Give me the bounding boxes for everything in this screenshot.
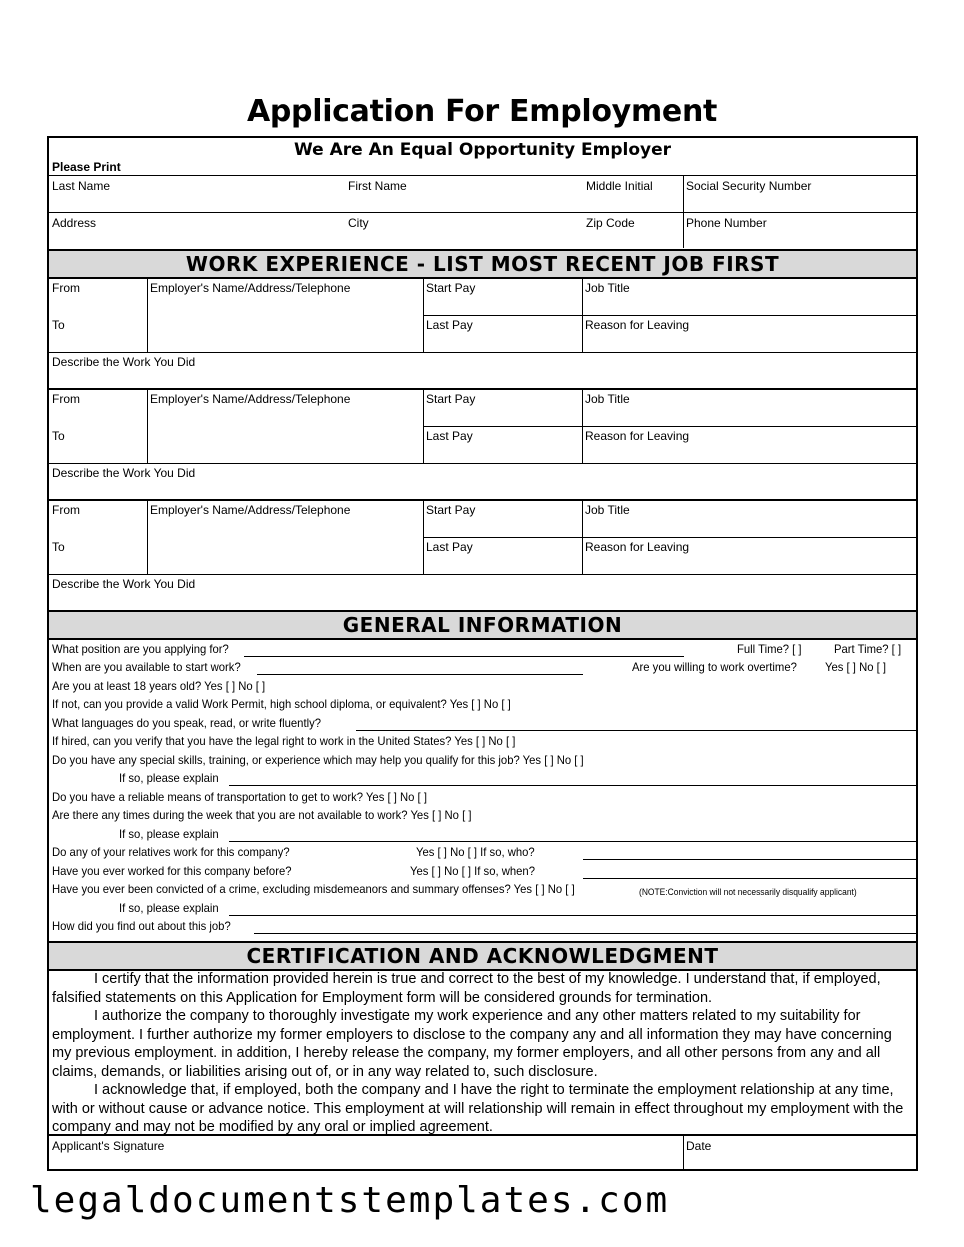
worked-before-input[interactable] [583,878,916,879]
reason-for-leaving-field[interactable]: Reason for Leaving [585,318,690,332]
general-information-header: GENERAL INFORMATION [49,610,916,640]
availability-question[interactable]: Are there any times during the week that you are not available to work? Yes [ ] No [ ] [52,808,472,822]
legal-right-question[interactable]: If hired, can you verify that you have the legal right to work in the United States? Yes [ ] No [ ] [52,734,516,748]
to-field[interactable]: To [52,540,65,554]
relatives-input[interactable] [583,859,916,860]
divider [423,426,916,427]
relatives-checkboxes[interactable]: Yes [ ] No [ ] If so, who? [416,845,535,859]
conviction-note: (NOTE:Conviction will not necessarily disqualify applicant) [639,887,857,897]
page-title: Application For Employment [246,94,718,129]
phone-number-field[interactable]: Phone Number [686,216,767,230]
describe-work-field[interactable]: Describe the Work You Did [52,466,196,480]
watermark-footer: legaldocumentstemplates.com [30,1180,670,1221]
equal-opportunity-heading: We Are An Equal Opportunity Employer [294,140,671,160]
to-field[interactable]: To [52,318,65,332]
please-print-label: Please Print [52,160,121,174]
last-pay-field[interactable]: Last Pay [426,318,473,332]
certification-paragraph-3: I acknowledge that, if employed, both the company and I have the right to terminate the employment relationship at any time, with or without cause or advance notice. This employment at will relationship will remain in effect throughout my employment with the company and may not be modified by any oral or implied agreement. [52,1082,904,1135]
address-field[interactable]: Address [52,216,97,230]
employer-field[interactable]: Employer's Name/Address/Telephone [150,281,351,295]
job-entry-1 [49,279,916,390]
divider [423,537,916,538]
employer-field[interactable]: Employer's Name/Address/Telephone [150,392,351,406]
overtime-question: Are you willing to work overtime? [632,660,797,674]
start-pay-field[interactable]: Start Pay [426,281,476,295]
start-pay-field[interactable]: Start Pay [426,392,476,406]
divider [49,1134,916,1136]
last-name-field[interactable]: Last Name [52,179,111,193]
describe-work-field[interactable]: Describe the Work You Did [52,577,196,591]
start-pay-field[interactable]: Start Pay [426,503,476,517]
reason-for-leaving-field[interactable]: Reason for Leaving [585,429,690,443]
middle-initial-field[interactable]: Middle Initial [586,179,653,193]
certification-paragraph-1: I certify that the information provided herein is true and correct to the best of my knowledge. I understand that, if employed, falsified statements on this Application for Employment form will be considered grounds for termination. [52,971,881,1006]
age-question[interactable]: Are you at least 18 years old? Yes [ ] No [ ] [52,679,266,693]
skills-explain-input[interactable] [229,785,916,786]
full-time-checkbox[interactable]: Full Time? [ ] [737,642,802,656]
position-input[interactable] [244,656,684,657]
job-entry-2 [49,390,916,501]
divider [49,175,916,176]
describe-work-field[interactable]: Describe the Work You Did [52,355,196,369]
divider [49,463,916,464]
divider [49,212,916,213]
employer-field[interactable]: Employer's Name/Address/Telephone [150,503,351,517]
languages-question: What languages do you speak, read, or write fluently? [52,716,322,730]
certification-paragraph-2: I authorize the company to thoroughly investigate my work experience and any other matters related to my suitability for employment. I further authorize my former employers to disclose to the company any and all information they may have concerning my previous employment. in addition, I hereby release the company, my former employers, and all other persons from any and all claims, demands, or liabilities arising out of, or in any way related to, such disclosure. [52,1008,892,1080]
last-pay-field[interactable]: Last Pay [426,540,473,554]
job-title-field[interactable]: Job Title [585,281,630,295]
date-field[interactable]: Date [686,1139,712,1153]
last-pay-field[interactable]: Last Pay [426,429,473,443]
divider [683,1135,684,1169]
skills-explain-label: If so, please explain [119,771,219,785]
divider [147,501,148,574]
first-name-field[interactable]: First Name [348,179,407,193]
transportation-question[interactable]: Do you have a reliable means of transportation to get to work? Yes [ ] No [ ] [52,790,427,804]
position-question: What position are you applying for? [52,642,229,656]
divider [147,279,148,352]
referral-input[interactable] [254,933,916,934]
city-field[interactable]: City [348,216,369,230]
from-field[interactable]: From [52,503,80,517]
part-time-checkbox[interactable]: Part Time? [ ] [834,642,902,656]
from-field[interactable]: From [52,392,80,406]
divider [423,315,916,316]
from-field[interactable]: From [52,281,80,295]
referral-question: How did you find out about this job? [52,919,231,933]
divider [147,390,148,463]
start-date-question: When are you available to start work? [52,660,241,674]
conviction-explain-label: If so, please explain [119,901,219,915]
work-experience-header: WORK EXPERIENCE - LIST MOST RECENT JOB FIRST [49,249,916,279]
languages-input[interactable] [356,730,916,731]
overtime-checkboxes[interactable]: Yes [ ] No [ ] [825,660,887,674]
conviction-question[interactable]: Have you ever been convicted of a crime, excluding misdemeanors and summary offenses? Yes [ ] No [ ] [52,882,575,896]
worked-before-checkboxes[interactable]: Yes [ ] No [ ] If so, when? [410,864,535,878]
special-skills-question[interactable]: Do you have any special skills, training, or experience which may help you qualify for this job? Yes [ ] No [ ] [52,753,584,767]
certification-text [52,970,912,1137]
relatives-question: Do any of your relatives work for this company? [52,845,290,859]
ssn-field[interactable]: Social Security Number [686,179,812,193]
to-field[interactable]: To [52,429,65,443]
conviction-explain-input[interactable] [229,915,916,916]
divider [49,574,916,575]
job-title-field[interactable]: Job Title [585,503,630,517]
availability-explain-label: If so, please explain [119,827,219,841]
work-permit-question[interactable]: If not, can you provide a valid Work Permit, high school diploma, or equivalent? Yes [ ] No [ ] [52,697,511,711]
job-title-field[interactable]: Job Title [585,392,630,406]
job-entry-3 [49,501,916,612]
certification-header: CERTIFICATION AND ACKNOWLEDGMENT [49,941,916,971]
zip-code-field[interactable]: Zip Code [586,216,635,230]
availability-explain-input[interactable] [229,841,916,842]
worked-before-question: Have you ever worked for this company before? [52,864,292,878]
reason-for-leaving-field[interactable]: Reason for Leaving [585,540,690,554]
application-form [47,136,918,1171]
start-date-input[interactable] [257,674,583,675]
signature-field[interactable]: Applicant's Signature [52,1139,165,1153]
divider [49,352,916,353]
